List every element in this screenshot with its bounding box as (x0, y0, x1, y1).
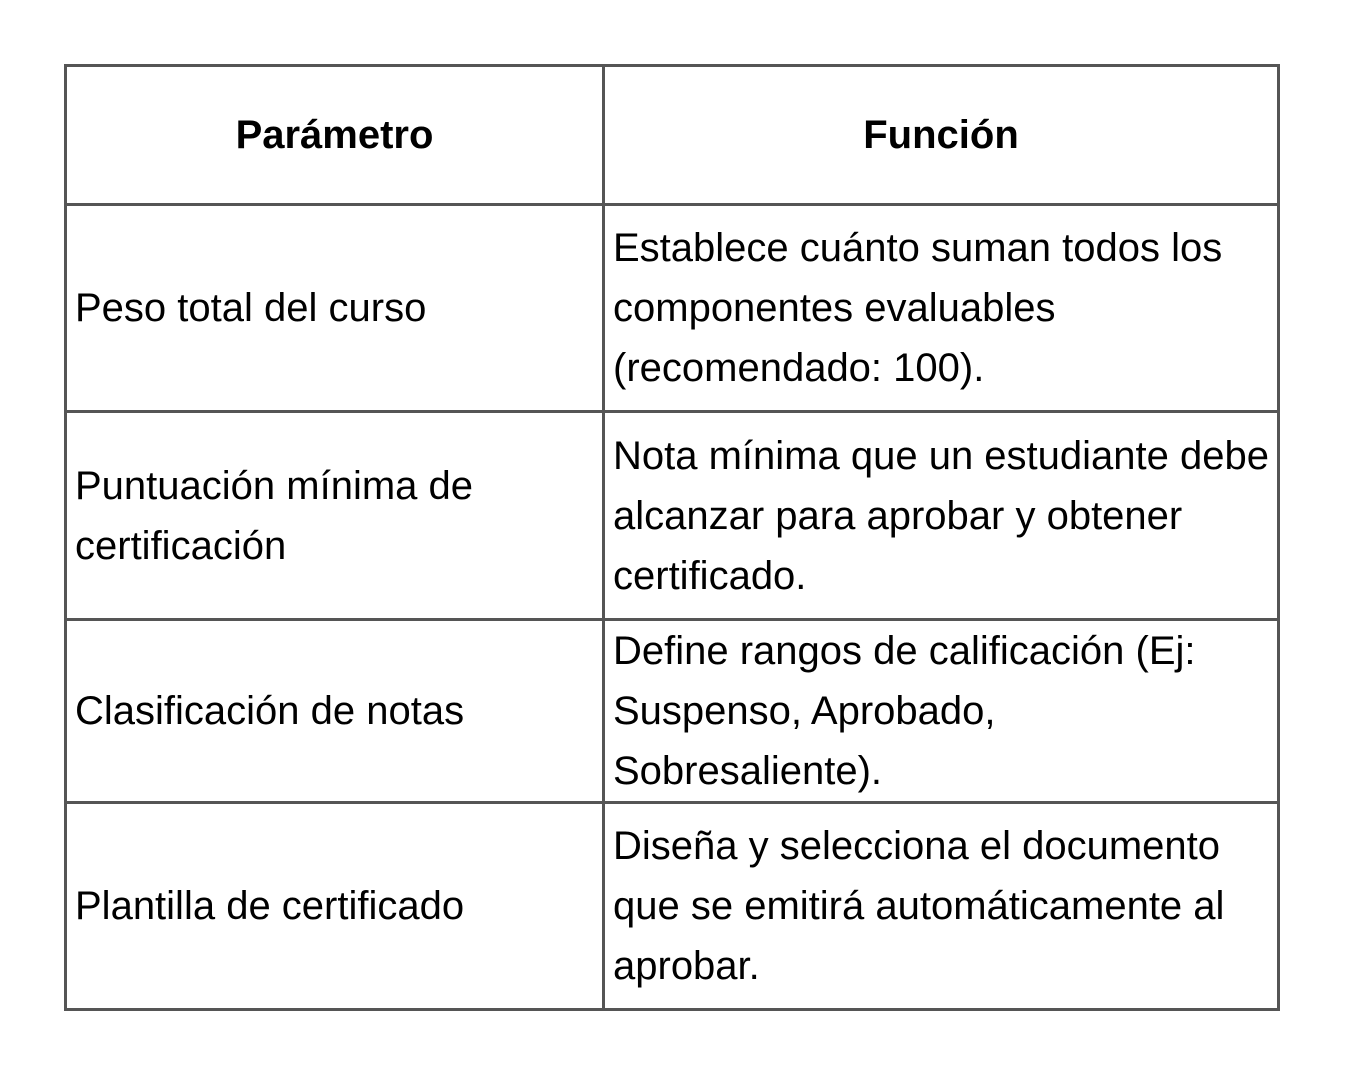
cell-parametro: Plantilla de certificado (66, 803, 604, 1010)
cell-parametro: Clasificación de notas (66, 620, 604, 803)
table-row (66, 803, 1279, 1010)
table-row (66, 412, 1279, 620)
table-row (66, 205, 1279, 412)
cell-funcion: Nota mínima que un estudiante debe alcanzar para aprobar y obtener certificado. (604, 412, 1279, 620)
table-body (66, 205, 1279, 1010)
table-row (66, 620, 1279, 803)
parameters-table (64, 64, 1280, 1011)
cell-parametro: Peso total del curso (66, 205, 604, 412)
header-funcion: Función (604, 66, 1279, 205)
header-parametro: Parámetro (66, 66, 604, 205)
table-header (66, 66, 1279, 205)
cell-funcion: Establece cuánto suman todos los componentes evaluables (recomendado: 100). (604, 205, 1279, 412)
header-row (66, 66, 1279, 205)
cell-parametro: Puntuación mínima de certificación (66, 412, 604, 620)
cell-funcion: Diseña y selecciona el documento que se emitirá automáticamente al aprobar. (604, 803, 1279, 1010)
cell-funcion: Define rangos de calificación (Ej: Suspenso, Aprobado, Sobresaliente). (604, 620, 1279, 803)
